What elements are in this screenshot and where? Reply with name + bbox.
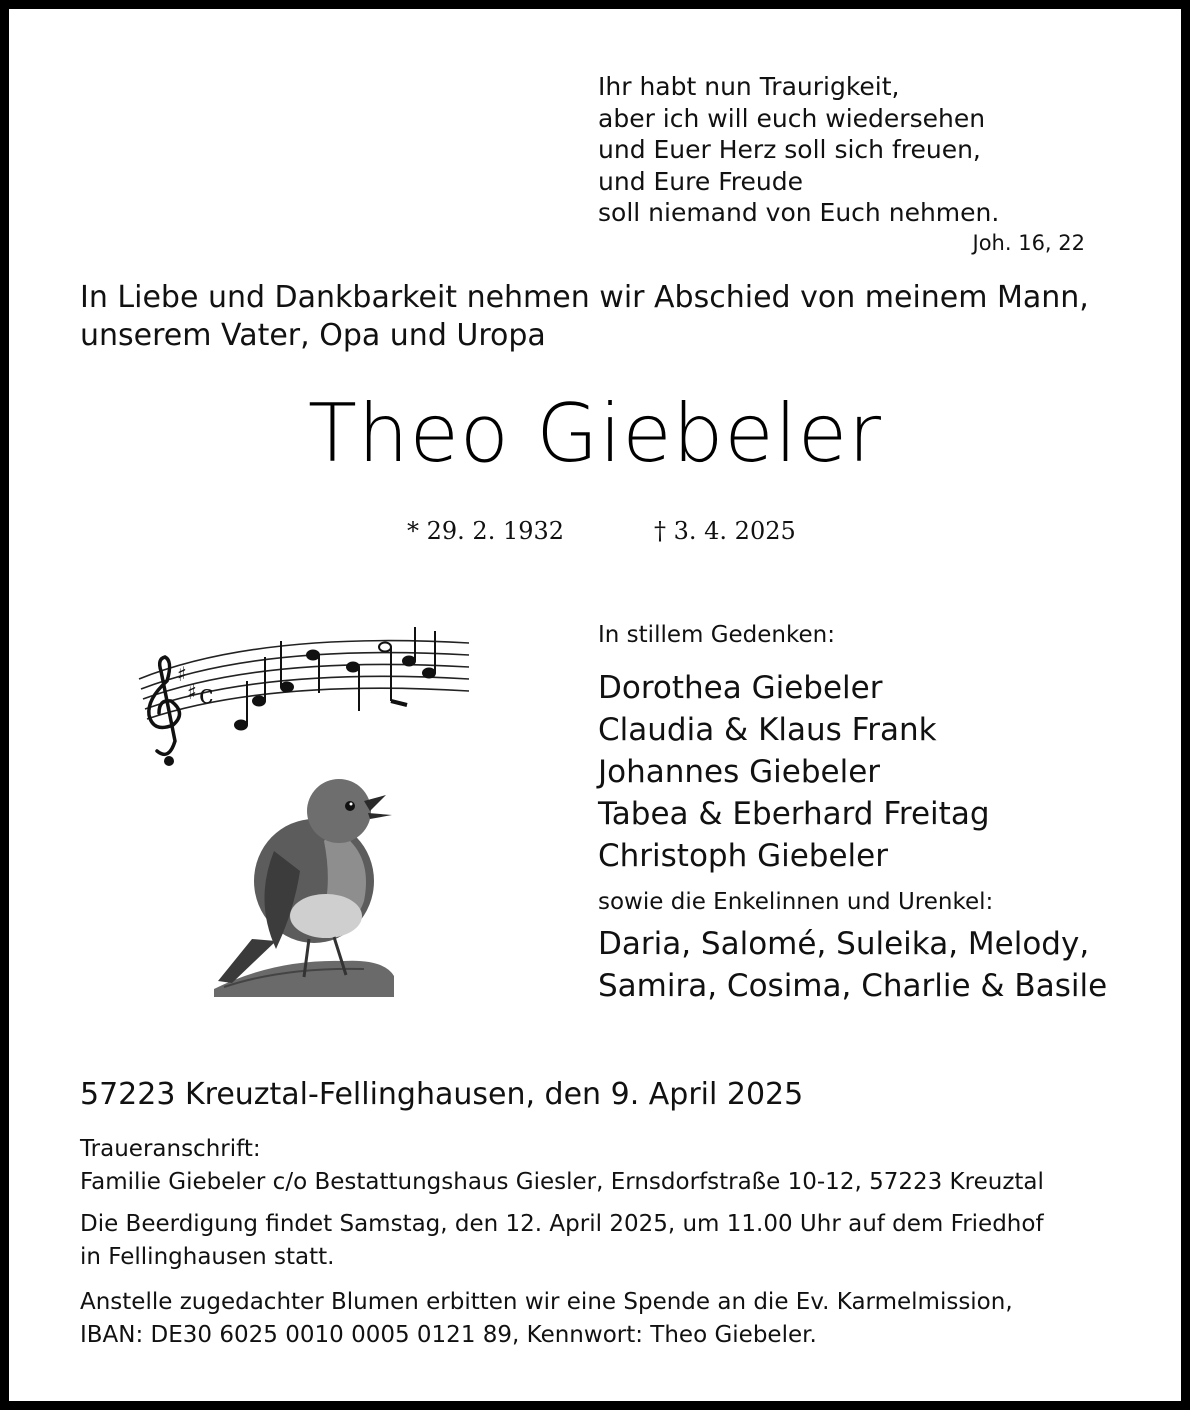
svg-text:c: c [199,680,214,710]
mourners-label: In stillem Gedenken: [598,622,835,648]
mourning-address [80,1133,1044,1199]
mourners-list [598,667,990,877]
death-date: † 3. 4. 2025 [654,517,796,545]
funeral-line: in Fellinghausen statt. [80,1244,335,1270]
intro-line: In Liebe und Dankbarkeit nehmen wir Abschied von meinem Mann, [80,280,1089,315]
mourner-name: Christoph Giebeler [598,838,888,874]
deceased-name: Theo Giebeler [308,387,882,480]
bible-verse [598,71,999,229]
donation-line: Anstelle zugedachter Blumen erbitten wir eine Spende an die Ev. Karmelmission, [80,1289,1013,1315]
grandchildren-line: Samira, Cosima, Charlie & Basile [598,968,1108,1004]
grandchildren-line: Daria, Salomé, Suleika, Melody, [598,926,1090,962]
verse-reference: Joh. 16, 22 [972,231,1085,255]
grandchildren-list [598,923,1107,1007]
grandchildren-label: sowie die Enkelinnen und Urenkel: [598,889,994,915]
donation-info [80,1286,1013,1352]
verse-line: und Euer Herz soll sich freuen, [598,135,981,164]
address-text: Familie Giebeler c/o Bestattungshaus Giesler, Ernsdorfstraße 10-12, 57223 Kreuztal [80,1169,1044,1195]
mourner-name: Tabea & Eberhard Freitag [598,796,990,832]
robin-bird-icon [214,771,479,1001]
svg-text:♯: ♯ [187,680,197,704]
birth-date: * 29. 2. 1932 [407,517,565,545]
mourner-name: Claudia & Klaus Frank [598,712,937,748]
verse-line: und Eure Freude [598,166,803,196]
intro-text [80,279,1130,355]
svg-text:♯: ♯ [177,662,187,686]
verse-line: Ihr habt nun Traurigkeit, [598,72,900,101]
mourner-name: Dorothea Giebeler [598,670,883,706]
address-label: Traueranschrift: [80,1136,261,1162]
donation-line: IBAN: DE30 6025 0010 0005 0121 89, Kennwort: Theo Giebeler. [80,1322,817,1348]
illustration [129,621,474,1001]
place-and-date: 57223 Kreuztal-Fellinghausen, den 9. April 2025 [80,1077,804,1112]
funeral-info [80,1208,1044,1274]
verse-line: aber ich will euch wiedersehen [598,103,986,133]
mourner-name: Johannes Giebeler [598,754,881,790]
funeral-line: Die Beerdigung findet Samstag, den 12. April 2025, um 11.00 Uhr auf dem Friedhof [80,1211,1044,1237]
verse-line: soll niemand von Euch nehmen. [598,198,1000,227]
intro-line: unserem Vater, Opa und Uropa [80,318,546,353]
